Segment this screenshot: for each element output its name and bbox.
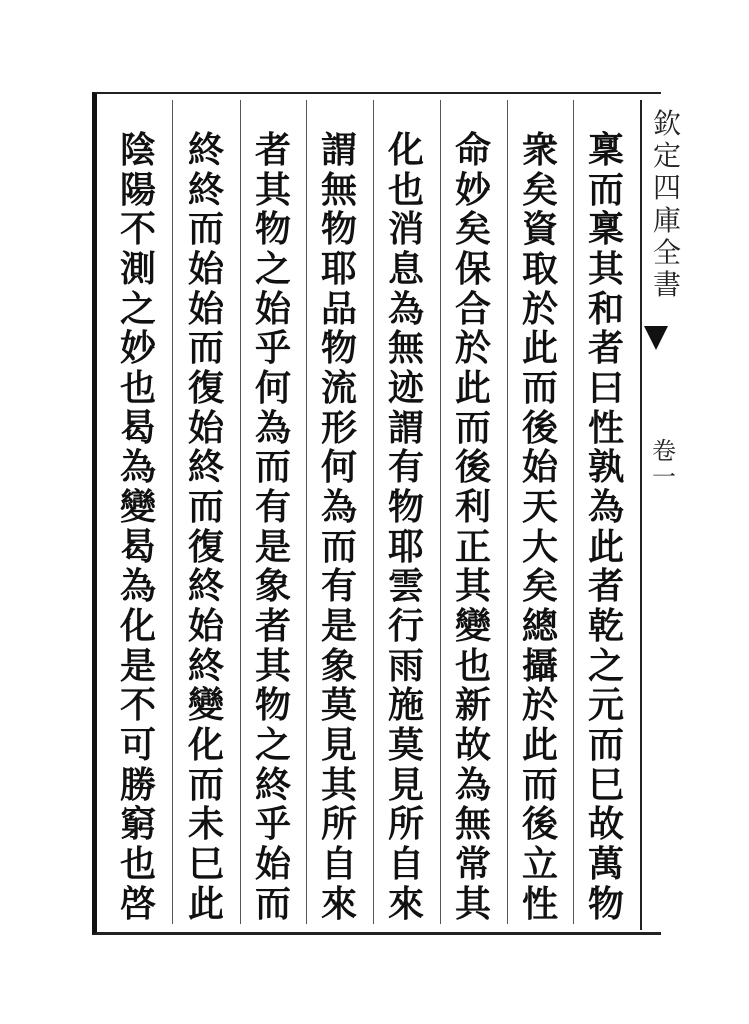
text-char: 勝 (119, 763, 156, 806)
title-char: 庫 (652, 203, 681, 237)
text-char: 莫 (387, 724, 424, 767)
text-char: 耶 (320, 248, 357, 291)
text-char: 稟 (587, 208, 624, 251)
text-char: 物 (320, 208, 357, 251)
text-char: 無 (454, 803, 491, 846)
text-char: 所 (320, 803, 357, 846)
column-divider (507, 100, 508, 924)
column-divider (240, 100, 241, 924)
text-char: 施 (387, 684, 424, 727)
text-char: 謂 (320, 129, 357, 171)
text-char: 化 (119, 605, 156, 648)
text-char: 雨 (387, 644, 424, 687)
text-char: 天 (521, 486, 558, 529)
text-char: 終 (187, 644, 224, 687)
column-divider (373, 100, 374, 924)
text-column-2 (510, 129, 570, 925)
text-char: 大 (521, 525, 558, 568)
text-char: 命 (454, 129, 491, 171)
text-char: 於 (454, 327, 491, 370)
text-char: 此 (187, 882, 224, 925)
text-char: 象 (320, 644, 357, 687)
text-char: 矣 (521, 168, 558, 211)
text-char: 為 (254, 406, 291, 449)
text-char: 自 (387, 843, 424, 886)
text-char: 來 (387, 882, 424, 925)
text-char: 始 (521, 446, 558, 489)
text-char: 者 (254, 129, 291, 171)
text-column-8 (108, 129, 168, 925)
text-char: 陰 (119, 129, 156, 171)
text-char: 乾 (587, 605, 624, 648)
text-char: 而 (521, 367, 558, 410)
text-char: 後 (454, 446, 491, 489)
text-char: 故 (587, 803, 624, 846)
text-char: 乎 (254, 803, 291, 846)
text-char: 其 (320, 763, 357, 806)
text-char: 也 (119, 843, 156, 886)
text-char: 終 (187, 168, 224, 211)
text-char: 而 (254, 882, 291, 925)
text-char: 也 (454, 644, 491, 687)
text-char: 有 (254, 486, 291, 529)
column-divider (306, 100, 307, 924)
text-char: 窮 (119, 803, 156, 846)
text-char: 不 (119, 684, 156, 727)
text-char: 有 (387, 446, 424, 489)
text-char: 曷 (119, 406, 156, 449)
title-char: 全 (652, 235, 681, 269)
text-column-1 (576, 129, 636, 925)
text-char: 其 (254, 168, 291, 211)
volume-label (649, 438, 679, 491)
text-char: 稟 (587, 129, 624, 171)
text-char: 而 (587, 168, 624, 211)
text-char: 而 (454, 406, 491, 449)
text-char: 始 (187, 406, 224, 449)
text-char: 總 (521, 605, 558, 648)
text-char: 而 (187, 486, 224, 529)
text-char: 始 (254, 843, 291, 886)
text-char: 物 (587, 882, 624, 925)
text-char: 復 (187, 367, 224, 410)
text-column-3 (443, 129, 503, 925)
text-char: 行 (387, 605, 424, 648)
text-char: 而 (187, 208, 224, 251)
text-char: 未 (187, 803, 224, 846)
text-char: 終 (187, 565, 224, 608)
text-char: 變 (119, 486, 156, 529)
text-char: 變 (187, 684, 224, 727)
text-char: 孰 (587, 446, 624, 489)
text-char: 為 (454, 763, 491, 806)
text-char: 利 (454, 486, 491, 529)
text-char: 耶 (387, 525, 424, 568)
fish-tail-mark (644, 326, 668, 350)
text-char: 於 (521, 287, 558, 330)
book-title-vertical (647, 108, 687, 301)
text-char: 迹 (387, 367, 424, 410)
text-char: 其 (587, 248, 624, 291)
title-char: 四 (652, 171, 681, 205)
text-char: 者 (254, 605, 291, 648)
volume-char: 一 (652, 463, 676, 492)
text-char: 流 (320, 367, 357, 410)
text-char: 謂 (387, 406, 424, 449)
text-char: 其 (254, 644, 291, 687)
text-char: 始 (187, 287, 224, 330)
text-char: 物 (320, 327, 357, 370)
text-char: 不 (119, 208, 156, 251)
text-char: 於 (521, 684, 558, 727)
text-char: 此 (521, 724, 558, 767)
text-column-7 (176, 129, 236, 925)
text-char: 者 (587, 327, 624, 370)
text-char: 為 (119, 565, 156, 608)
text-char: 為 (587, 486, 624, 529)
text-char: 者 (587, 565, 624, 608)
text-char: 終 (254, 763, 291, 806)
text-char: 妙 (119, 327, 156, 370)
text-char: 常 (454, 843, 491, 886)
text-char: 物 (254, 684, 291, 727)
text-char: 而 (187, 763, 224, 806)
title-char: 書 (652, 267, 681, 301)
text-char: 此 (521, 327, 558, 370)
text-char: 新 (454, 684, 491, 727)
margin-rule (640, 100, 642, 930)
text-char: 化 (387, 129, 424, 171)
column-divider (573, 100, 574, 924)
text-char: 測 (119, 248, 156, 291)
text-char: 莫 (320, 684, 357, 727)
text-char: 後 (521, 803, 558, 846)
text-char: 無 (320, 168, 357, 211)
text-char: 變 (454, 605, 491, 648)
text-char: 為 (320, 486, 357, 529)
text-char: 性 (521, 882, 558, 925)
text-char: 而 (254, 446, 291, 489)
text-char: 始 (254, 287, 291, 330)
text-char: 性 (587, 406, 624, 449)
text-char: 陽 (119, 168, 156, 211)
text-char: 故 (454, 724, 491, 767)
text-char: 消 (387, 208, 424, 251)
text-char: 矣 (521, 565, 558, 608)
column-divider (440, 100, 441, 924)
text-char: 來 (320, 882, 357, 925)
text-char: 何 (320, 446, 357, 489)
text-char: 立 (521, 843, 558, 886)
text-char: 而 (587, 724, 624, 767)
text-char: 後 (521, 406, 558, 449)
text-char: 復 (187, 525, 224, 568)
text-char: 曰 (587, 367, 624, 410)
text-char: 也 (119, 367, 156, 410)
text-column-5 (309, 129, 369, 925)
text-char: 衆 (521, 129, 558, 171)
text-char: 啓 (119, 882, 156, 925)
text-char: 終 (187, 129, 224, 171)
text-char: 是 (119, 644, 156, 687)
text-char: 無 (387, 327, 424, 370)
text-char: 也 (387, 168, 424, 211)
text-char: 始 (187, 605, 224, 648)
text-char: 攝 (521, 644, 558, 687)
text-char: 此 (454, 367, 491, 410)
column-divider (172, 100, 173, 924)
text-char: 資 (521, 208, 558, 251)
title-char: 欽 (652, 107, 681, 140)
text-char: 形 (320, 406, 357, 449)
text-char: 其 (454, 882, 491, 925)
text-char: 取 (521, 248, 558, 291)
text-char: 終 (187, 446, 224, 489)
text-char: 之 (119, 287, 156, 330)
text-char: 物 (387, 486, 424, 529)
text-char: 之 (254, 724, 291, 767)
text-char: 之 (587, 644, 624, 687)
text-char: 始 (187, 248, 224, 291)
text-char: 有 (320, 565, 357, 608)
text-char: 正 (454, 525, 491, 568)
text-column-6 (243, 129, 303, 925)
text-column-4 (376, 129, 436, 925)
text-char: 而 (320, 525, 357, 568)
text-char: 見 (387, 763, 424, 806)
text-char: 是 (320, 605, 357, 648)
text-char: 萬 (587, 843, 624, 886)
text-char: 妙 (454, 168, 491, 211)
text-char: 保 (454, 248, 491, 291)
text-char: 巳 (187, 843, 224, 886)
text-char: 可 (119, 724, 156, 767)
text-char: 物 (254, 208, 291, 251)
text-char: 化 (187, 724, 224, 767)
text-char: 品 (320, 287, 357, 330)
text-char: 為 (119, 446, 156, 489)
text-char: 合 (454, 287, 491, 330)
volume-char: 卷 (652, 437, 676, 465)
text-char: 何 (254, 367, 291, 410)
text-char: 象 (254, 565, 291, 608)
text-char: 而 (187, 327, 224, 370)
text-char: 雲 (387, 565, 424, 608)
text-char: 是 (254, 525, 291, 568)
text-char: 巳 (587, 763, 624, 806)
text-char: 息 (387, 248, 424, 291)
text-char: 之 (254, 248, 291, 291)
text-char: 其 (454, 565, 491, 608)
text-char: 自 (320, 843, 357, 886)
text-char: 乎 (254, 327, 291, 370)
text-char: 而 (521, 763, 558, 806)
text-char: 為 (387, 287, 424, 330)
text-char: 矣 (454, 208, 491, 251)
text-char: 見 (320, 724, 357, 767)
text-char: 和 (587, 287, 624, 330)
text-char: 曷 (119, 525, 156, 568)
text-char: 元 (587, 684, 624, 727)
text-char: 所 (387, 803, 424, 846)
title-char: 定 (652, 139, 681, 173)
text-char: 此 (587, 525, 624, 568)
